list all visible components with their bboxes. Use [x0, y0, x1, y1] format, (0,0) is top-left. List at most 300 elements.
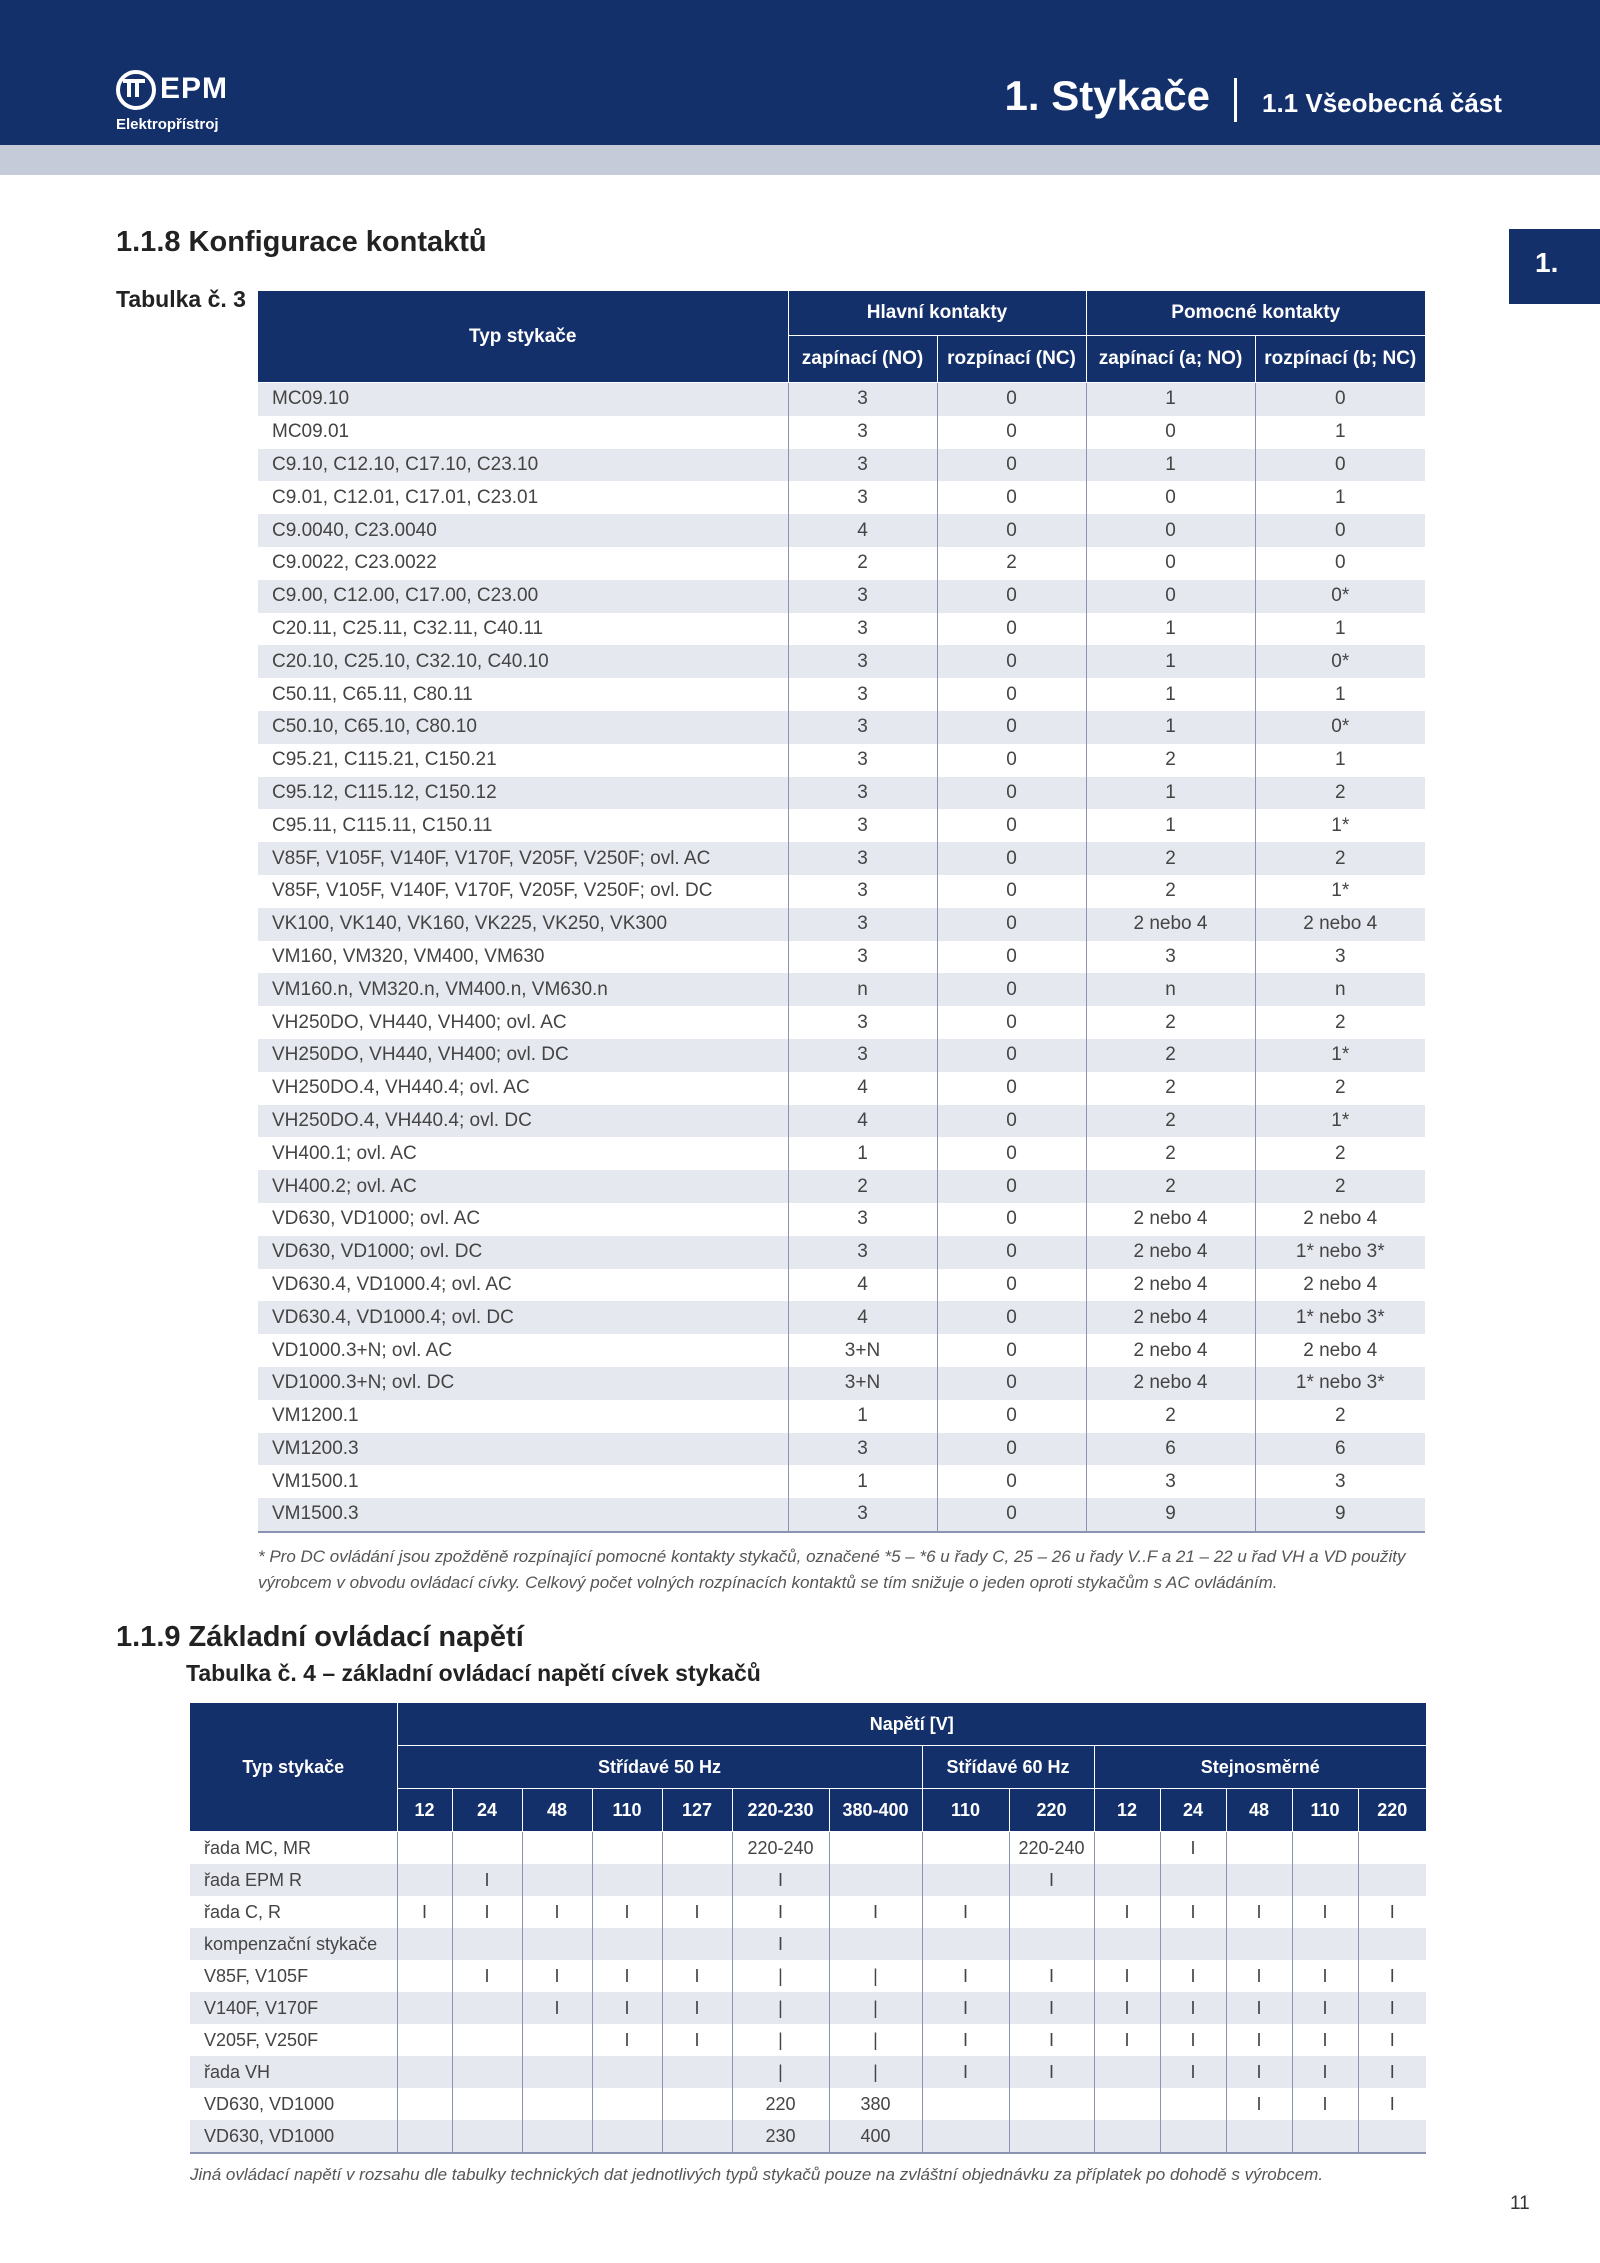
voltage-availability-cell: [1009, 1896, 1094, 1928]
voltage-availability-cell: 380: [829, 2088, 922, 2120]
contact-count-cell: 9: [1086, 1498, 1255, 1532]
voltage-availability-cell: [397, 1864, 452, 1896]
table-row: [258, 875, 1425, 908]
contactor-type-cell: řada C, R: [190, 1896, 397, 1928]
header-band: [0, 145, 1600, 175]
group-aux-contacts: Pomocné kontakty: [1086, 291, 1425, 336]
voltage-availability-cell: |: [829, 1960, 922, 1992]
voltage-availability-cell: [397, 2120, 452, 2153]
contact-count-cell: 0: [937, 842, 1086, 875]
table-row: [258, 1269, 1425, 1302]
contact-count-cell: 3: [788, 1039, 937, 1072]
contact-count-cell: 2 nebo 4: [1255, 908, 1425, 941]
voltage-column-header: 48: [1226, 1789, 1292, 1832]
voltage-availability-cell: I: [662, 1896, 732, 1928]
contact-count-cell: 3: [788, 613, 937, 646]
voltage-availability-cell: |: [732, 2024, 829, 2056]
table-row: [258, 941, 1425, 974]
contact-count-cell: 0: [937, 875, 1086, 908]
page-number: 11: [1510, 2193, 1530, 2214]
contact-count-cell: 3: [788, 842, 937, 875]
contact-count-cell: 1: [1086, 645, 1255, 678]
voltage-availability-cell: [662, 1864, 732, 1896]
table-row: [258, 580, 1425, 613]
contact-count-cell: 1: [1334, 421, 1346, 443]
voltage-availability-cell: [1292, 1864, 1358, 1896]
contact-count-cell: 3: [1086, 941, 1255, 974]
voltage-availability-cell: I: [592, 1960, 662, 1992]
contactor-type-cell: VM1500.3: [258, 1498, 788, 1532]
contactor-type-cell: VM1500.1: [258, 1465, 788, 1498]
logo-text: EPM: [160, 72, 229, 105]
contact-count-cell: 2: [1334, 1142, 1346, 1164]
table-row: [258, 809, 1425, 842]
contact-count-cell: 2 nebo 4: [1086, 1301, 1255, 1334]
contact-count-cell: 0: [1086, 416, 1255, 449]
contact-count-cell: 4: [788, 1072, 937, 1105]
contact-count-cell: 1*: [1331, 814, 1350, 836]
contactor-type-cell: řada VH: [190, 2056, 397, 2088]
contact-count-cell: 3: [788, 908, 937, 941]
contactor-type-cell: VD630.4, VD1000.4; ovl. DC: [258, 1301, 788, 1334]
contact-count-cell: 1*: [1255, 1105, 1425, 1138]
contact-configuration-table: [258, 291, 1425, 1533]
contact-count-cell: 3: [788, 941, 937, 974]
contactor-type-cell: V85F, V105F: [190, 1960, 397, 1992]
voltage-availability-cell: [1292, 2120, 1358, 2153]
voltage-availability-cell: [1094, 1864, 1160, 1896]
voltage-availability-cell: [1094, 2088, 1160, 2120]
contact-count-cell: 0: [937, 809, 1086, 842]
group-ac-60hz: Střídavé 60 Hz: [922, 1746, 1094, 1789]
chapter-side-tab: 1.: [1509, 229, 1600, 304]
voltage-availability-cell: I: [1389, 2029, 1395, 2050]
contact-count-cell: 0: [937, 1301, 1086, 1334]
voltage-availability-cell: I: [1160, 1992, 1226, 2024]
contact-count-cell: 0: [1086, 580, 1255, 613]
col-type-header: Typ stykače: [190, 1703, 397, 1832]
contact-count-cell: 0: [937, 973, 1086, 1006]
contact-count-cell: 2: [1086, 1170, 1255, 1203]
table-row: [190, 2024, 1426, 2056]
contact-count-cell: 2: [1255, 777, 1425, 810]
contact-count-cell: 3: [788, 1498, 937, 1532]
logo-subtext: Elektropřístroj: [116, 116, 219, 133]
voltage-availability-cell: [829, 1832, 922, 1865]
contactor-type-cell: VD1000.3+N; ovl. AC: [258, 1334, 788, 1367]
voltage-availability-cell: [1292, 1832, 1358, 1865]
table-row: [258, 1498, 1425, 1532]
voltage-availability-cell: I: [922, 1960, 1009, 1992]
contact-count-cell: 0: [937, 1400, 1086, 1433]
voltage-availability-cell: [592, 2120, 662, 2153]
voltage-availability-cell: [452, 2088, 522, 2120]
voltage-header: Napětí [V]: [397, 1703, 1426, 1746]
contact-count-cell: 1: [1086, 449, 1255, 482]
contact-count-cell: 0: [937, 1334, 1086, 1367]
contact-count-cell: 1: [1086, 383, 1255, 416]
voltage-availability-cell: I: [1226, 2088, 1292, 2120]
table-row: [258, 1465, 1425, 1498]
contact-count-cell: 2 nebo 4: [1303, 1339, 1378, 1361]
contactor-type-cell: VD630, VD1000: [190, 2120, 397, 2153]
header-divider: [1234, 78, 1237, 122]
voltage-availability-cell: [1160, 1864, 1226, 1896]
table-row: [258, 1006, 1425, 1039]
voltage-availability-cell: I: [522, 1896, 592, 1928]
voltage-availability-cell: I: [1292, 1960, 1358, 1992]
voltage-availability-cell: [1094, 1832, 1160, 1865]
table-row: [258, 842, 1425, 875]
voltage-availability-cell: I: [1009, 1960, 1094, 1992]
contact-count-cell: 2: [1086, 1072, 1255, 1105]
contact-count-cell: 1: [1334, 683, 1346, 705]
voltage-availability-cell: [1094, 2120, 1160, 2153]
contact-count-cell: 0: [937, 514, 1086, 547]
contact-count-cell: 3: [788, 875, 937, 908]
chapter-title: 1. Stykače: [1004, 72, 1210, 119]
contact-count-cell: 0: [937, 1465, 1086, 1498]
voltage-availability-cell: I: [922, 1992, 1009, 2024]
contact-table-footnote: * Pro DC ovládání jsou zpožděně rozpínající pomocné kontakty stykačů, označené *5 – *6 u řady C, 25 – 26 u řady V..F a 21 – 22 u řad VH a VD použity výrobcem v obvodu ovládací cívky. Celkový počet volných rozpínacích kontaktů se tím snižuje o jeden oproti stykačům s AC ovládáním.: [258, 1547, 1406, 1592]
voltage-availability-cell: I: [1160, 1960, 1226, 1992]
contact-count-cell: 3: [788, 383, 937, 416]
contactor-type-cell: C50.11, C65.11, C80.11: [258, 678, 788, 711]
contactor-type-cell: VH250DO, VH440, VH400; ovl. DC: [258, 1039, 788, 1072]
voltage-availability-cell: I: [1292, 2024, 1358, 2056]
voltage-availability-cell: [662, 2056, 732, 2088]
contact-count-cell: 0: [937, 744, 1086, 777]
voltage-availability-cell: [1009, 2120, 1094, 2153]
voltage-availability-cell: I: [732, 1928, 829, 1960]
col-type-header: Typ stykače: [258, 291, 788, 383]
voltage-availability-cell: [522, 1832, 592, 1865]
contact-count-cell: 0: [937, 580, 1086, 613]
voltage-availability-cell: [829, 1864, 922, 1896]
contact-count-cell: 2: [937, 547, 1086, 580]
sub-header: zapínací (a; NO): [1086, 336, 1255, 383]
contact-count-cell: 1* nebo 3*: [1255, 1236, 1425, 1269]
contactor-type-cell: VM1200.3: [258, 1433, 788, 1466]
contactor-type-cell: řada MC, MR: [190, 1832, 397, 1865]
voltage-availability-cell: [1009, 1928, 1094, 1960]
voltage-availability-cell: I: [662, 1960, 732, 1992]
contact-count-cell: 1*: [1255, 1039, 1425, 1072]
contact-count-cell: 1: [1334, 486, 1346, 508]
contact-count-cell: 2 nebo 4: [1086, 1203, 1255, 1236]
epm-logo: [116, 62, 256, 142]
table-row: [258, 711, 1425, 744]
contactor-type-cell: VM160, VM320, VM400, VM630: [258, 941, 788, 974]
voltage-availability-cell: I: [1389, 1965, 1395, 1986]
contactor-type-cell: VM1200.1: [258, 1400, 788, 1433]
contact-count-cell: 0: [1086, 514, 1255, 547]
voltage-availability-cell: [522, 2120, 592, 2153]
contact-count-cell: 0: [937, 1269, 1086, 1302]
voltage-availability-cell: [662, 1832, 732, 1865]
voltage-availability-cell: I: [662, 2024, 732, 2056]
voltage-availability-cell: [592, 1832, 662, 1865]
voltage-availability-cell: I: [1009, 1864, 1094, 1896]
contact-count-cell: 6: [1255, 1433, 1425, 1466]
contact-count-cell: 0*: [1255, 645, 1425, 678]
voltage-availability-cell: [1358, 1864, 1426, 1896]
voltage-availability-cell: I: [732, 1896, 829, 1928]
contact-count-cell: 4: [788, 514, 937, 547]
contact-count-cell: 0: [937, 941, 1086, 974]
voltage-availability-cell: [1160, 1928, 1226, 1960]
voltage-availability-cell: |: [829, 1992, 922, 2024]
contactor-type-cell: C9.01, C12.01, C17.01, C23.01: [258, 481, 788, 514]
contactor-type-cell: VM160.n, VM320.n, VM400.n, VM630.n: [258, 973, 788, 1006]
table-row: [190, 1960, 1426, 1992]
contact-count-cell: 2: [788, 1170, 937, 1203]
contact-count-cell: 3: [788, 1006, 937, 1039]
contact-count-cell: 2: [1086, 875, 1255, 908]
contact-count-cell: 3: [788, 416, 937, 449]
table-row: [258, 1334, 1425, 1367]
voltage-availability-cell: [829, 1928, 922, 1960]
contactor-type-cell: MC09.10: [258, 383, 788, 416]
table-row: [258, 547, 1425, 580]
voltage-availability-cell: [1226, 1864, 1292, 1896]
contact-count-cell: 0: [937, 1072, 1086, 1105]
table-row: [258, 383, 1425, 416]
voltage-availability-cell: I: [592, 2024, 662, 2056]
voltage-availability-cell: |: [732, 2056, 829, 2088]
table-row: [258, 1105, 1425, 1138]
voltage-availability-cell: I: [592, 1896, 662, 1928]
voltage-availability-cell: [452, 2056, 522, 2088]
contact-count-cell: 1: [1086, 678, 1255, 711]
contact-count-cell: 2: [1334, 1405, 1346, 1427]
contactor-type-cell: C20.11, C25.11, C32.11, C40.11: [258, 613, 788, 646]
table-row: [258, 1137, 1425, 1170]
voltage-availability-cell: [397, 2024, 452, 2056]
voltage-availability-cell: [452, 2024, 522, 2056]
contact-count-cell: 2 nebo 4: [1303, 1273, 1378, 1295]
contactor-type-cell: VH250DO.4, VH440.4; ovl. AC: [258, 1072, 788, 1105]
voltage-availability-cell: [452, 2120, 522, 2153]
contactor-type-cell: V85F, V105F, V140F, V170F, V205F, V250F; ovl. DC: [258, 875, 788, 908]
contact-count-cell: 2: [1086, 1400, 1255, 1433]
contact-count-cell: 0: [937, 481, 1086, 514]
voltage-availability-cell: [922, 1832, 1009, 1865]
voltage-availability-cell: I: [397, 1896, 452, 1928]
table-row: [258, 481, 1425, 514]
voltage-availability-cell: I: [1094, 2024, 1160, 2056]
voltage-availability-cell: I: [1226, 2056, 1292, 2088]
contactor-type-cell: VH400.1; ovl. AC: [258, 1137, 788, 1170]
voltage-availability-cell: [1358, 1832, 1426, 1865]
table-row: [258, 908, 1425, 941]
voltage-table-footnote: Jiná ovládací napětí v rozsahu dle tabulky technických dat jednotlivých typů stykačů pouze na zvláštní objednávku za příplatek po dohodě s výrobcem.: [190, 2165, 1324, 2184]
table-row: [190, 2088, 1426, 2120]
table-row: [258, 1367, 1425, 1400]
voltage-availability-cell: I: [1292, 1992, 1358, 2024]
voltage-availability-cell: I: [1094, 1992, 1160, 2024]
contact-count-cell: 2: [1086, 1006, 1255, 1039]
contact-count-cell: 0: [937, 613, 1086, 646]
table-row: [190, 1832, 1426, 1865]
contact-count-cell: 0: [937, 1137, 1086, 1170]
contact-count-cell: 3: [788, 711, 937, 744]
contact-count-cell: 1: [1334, 749, 1346, 771]
voltage-availability-cell: I: [1358, 2056, 1426, 2088]
contact-count-cell: 0: [937, 449, 1086, 482]
contact-count-cell: 4: [788, 1105, 937, 1138]
voltage-availability-cell: [397, 1832, 452, 1865]
table-row: [258, 416, 1425, 449]
voltage-availability-cell: I: [1160, 1896, 1226, 1928]
voltage-availability-cell: I: [922, 2056, 1009, 2088]
contact-count-cell: 3: [788, 449, 937, 482]
voltage-column-header: 12: [1094, 1789, 1160, 1832]
table-row: [258, 1301, 1425, 1334]
voltage-availability-cell: [452, 1928, 522, 1960]
contact-count-cell: 1* nebo 3*: [1255, 1367, 1425, 1400]
voltage-column-header: 24: [452, 1789, 522, 1832]
voltage-availability-cell: 220-240: [732, 1832, 829, 1865]
contact-count-cell: 0*: [1255, 711, 1425, 744]
voltage-availability-cell: I: [1009, 2056, 1094, 2088]
contact-count-cell: 4: [788, 1301, 937, 1334]
table-row: [258, 449, 1425, 482]
contact-count-cell: 0: [1334, 552, 1346, 574]
contact-count-cell: 1: [788, 1400, 937, 1433]
contact-count-cell: 3: [788, 645, 937, 678]
voltage-column-header: 220-230: [732, 1789, 829, 1832]
voltage-availability-cell: I: [452, 1896, 522, 1928]
group-ac-50hz: Střídavé 50 Hz: [397, 1746, 922, 1789]
voltage-availability-cell: [1094, 2056, 1160, 2088]
voltage-availability-cell: [1358, 2120, 1426, 2153]
table-row: [190, 1896, 1426, 1928]
contact-count-cell: 3: [788, 1236, 937, 1269]
voltage-availability-cell: I: [922, 1896, 1009, 1928]
contactor-type-cell: C9.10, C12.10, C17.10, C23.10: [258, 449, 788, 482]
voltage-availability-cell: [592, 1864, 662, 1896]
voltage-availability-cell: [1292, 1928, 1358, 1960]
contact-count-cell: 0: [937, 1433, 1086, 1466]
contact-count-cell: 0: [937, 1498, 1086, 1532]
table-caption-4: Tabulka č. 4 – základní ovládací napětí cívek stykačů: [186, 1660, 761, 1686]
sub-header: rozpínací (b; NC): [1255, 336, 1425, 383]
voltage-availability-cell: [452, 1992, 522, 2024]
contact-count-cell: 2: [1334, 1011, 1346, 1033]
contact-count-cell: 3: [788, 481, 937, 514]
voltage-column-header: 380-400: [829, 1789, 922, 1832]
voltage-availability-cell: I: [732, 1864, 829, 1896]
contactor-type-cell: VH400.2; ovl. AC: [258, 1170, 788, 1203]
voltage-availability-cell: [1009, 2088, 1094, 2120]
voltage-availability-cell: [1226, 2120, 1292, 2153]
table-row: [190, 1864, 1426, 1896]
contact-count-cell: 2: [1255, 842, 1425, 875]
voltage-availability-cell: [397, 1960, 452, 1992]
sub-header: zapínací (NO): [788, 336, 937, 383]
contact-count-cell: 1: [788, 1137, 937, 1170]
contact-count-cell: 3: [788, 1203, 937, 1236]
contact-count-cell: 0: [1255, 449, 1425, 482]
contact-count-cell: 3+N: [788, 1334, 937, 1367]
table-row: [258, 1072, 1425, 1105]
voltage-availability-cell: I: [1226, 1896, 1292, 1928]
page-header: [0, 0, 1600, 145]
table-row: [258, 973, 1425, 1006]
contact-count-cell: 2: [1086, 1137, 1255, 1170]
voltage-availability-cell: I: [1358, 1992, 1426, 2024]
voltage-availability-cell: I: [1389, 2093, 1395, 2114]
contact-count-cell: 3: [1086, 1465, 1255, 1498]
contact-count-cell: 9: [1255, 1498, 1425, 1532]
contact-count-cell: 0: [937, 1203, 1086, 1236]
voltage-availability-cell: I: [1226, 1960, 1292, 1992]
voltage-availability-cell: 220-240: [1009, 1832, 1094, 1865]
contact-count-cell: 1: [1086, 777, 1255, 810]
contactor-type-cell: VD1000.3+N; ovl. DC: [258, 1367, 788, 1400]
contact-count-cell: 3: [788, 1433, 937, 1466]
contact-count-cell: 2 nebo 4: [1086, 908, 1255, 941]
voltage-column-header: 110: [922, 1789, 1009, 1832]
voltage-availability-cell: 400: [829, 2120, 922, 2153]
logo-m-icon: [123, 79, 145, 97]
contact-count-cell: 2 nebo 4: [1303, 1208, 1378, 1230]
control-voltage-table: [190, 1703, 1426, 2154]
contactor-type-cell: C50.10, C65.10, C80.10: [258, 711, 788, 744]
voltage-availability-cell: [397, 1928, 452, 1960]
contact-count-cell: 0: [937, 416, 1086, 449]
voltage-availability-cell: 220: [732, 2088, 829, 2120]
contact-count-cell: n: [1255, 973, 1425, 1006]
voltage-availability-cell: I: [662, 1992, 732, 2024]
voltage-availability-cell: I: [1292, 2056, 1358, 2088]
contact-count-cell: 3: [788, 809, 937, 842]
contact-count-cell: 3: [788, 744, 937, 777]
voltage-availability-cell: |: [829, 2056, 922, 2088]
voltage-availability-cell: [922, 1864, 1009, 1896]
voltage-availability-cell: I: [1226, 2024, 1292, 2056]
contactor-type-cell: C95.12, C115.12, C150.12: [258, 777, 788, 810]
contactor-type-cell: VK100, VK140, VK160, VK225, VK250, VK300: [258, 908, 788, 941]
contactor-type-cell: VD630, VD1000; ovl. DC: [258, 1236, 788, 1269]
contactor-type-cell: kompenzační stykače: [190, 1928, 397, 1960]
table-caption-3: Tabulka č. 3: [116, 286, 246, 312]
contact-count-cell: 1*: [1331, 880, 1350, 902]
voltage-availability-cell: I: [922, 2024, 1009, 2056]
voltage-column-header: 110: [1292, 1789, 1358, 1832]
contact-count-cell: 0: [937, 1170, 1086, 1203]
voltage-availability-cell: 230: [732, 2120, 829, 2153]
voltage-availability-cell: I: [522, 1992, 592, 2024]
contact-count-cell: 2 nebo 4: [1086, 1236, 1255, 1269]
voltage-availability-cell: [1226, 1928, 1292, 1960]
voltage-availability-cell: I: [452, 1960, 522, 1992]
contact-count-cell: 0: [937, 777, 1086, 810]
contact-count-cell: 6: [1086, 1433, 1255, 1466]
contactor-type-cell: V205F, V250F: [190, 2024, 397, 2056]
table-row: [190, 2120, 1426, 2153]
table-row: [258, 1236, 1425, 1269]
contact-count-cell: 0: [937, 1039, 1086, 1072]
contactor-type-cell: VD630.4, VD1000.4; ovl. AC: [258, 1269, 788, 1302]
voltage-availability-cell: [922, 1928, 1009, 1960]
voltage-availability-cell: I: [1160, 1832, 1226, 1865]
contact-count-cell: 0: [1255, 383, 1425, 416]
voltage-column-header: 48: [522, 1789, 592, 1832]
table-row: [258, 514, 1425, 547]
contactor-type-cell: VD630, VD1000; ovl. AC: [258, 1203, 788, 1236]
